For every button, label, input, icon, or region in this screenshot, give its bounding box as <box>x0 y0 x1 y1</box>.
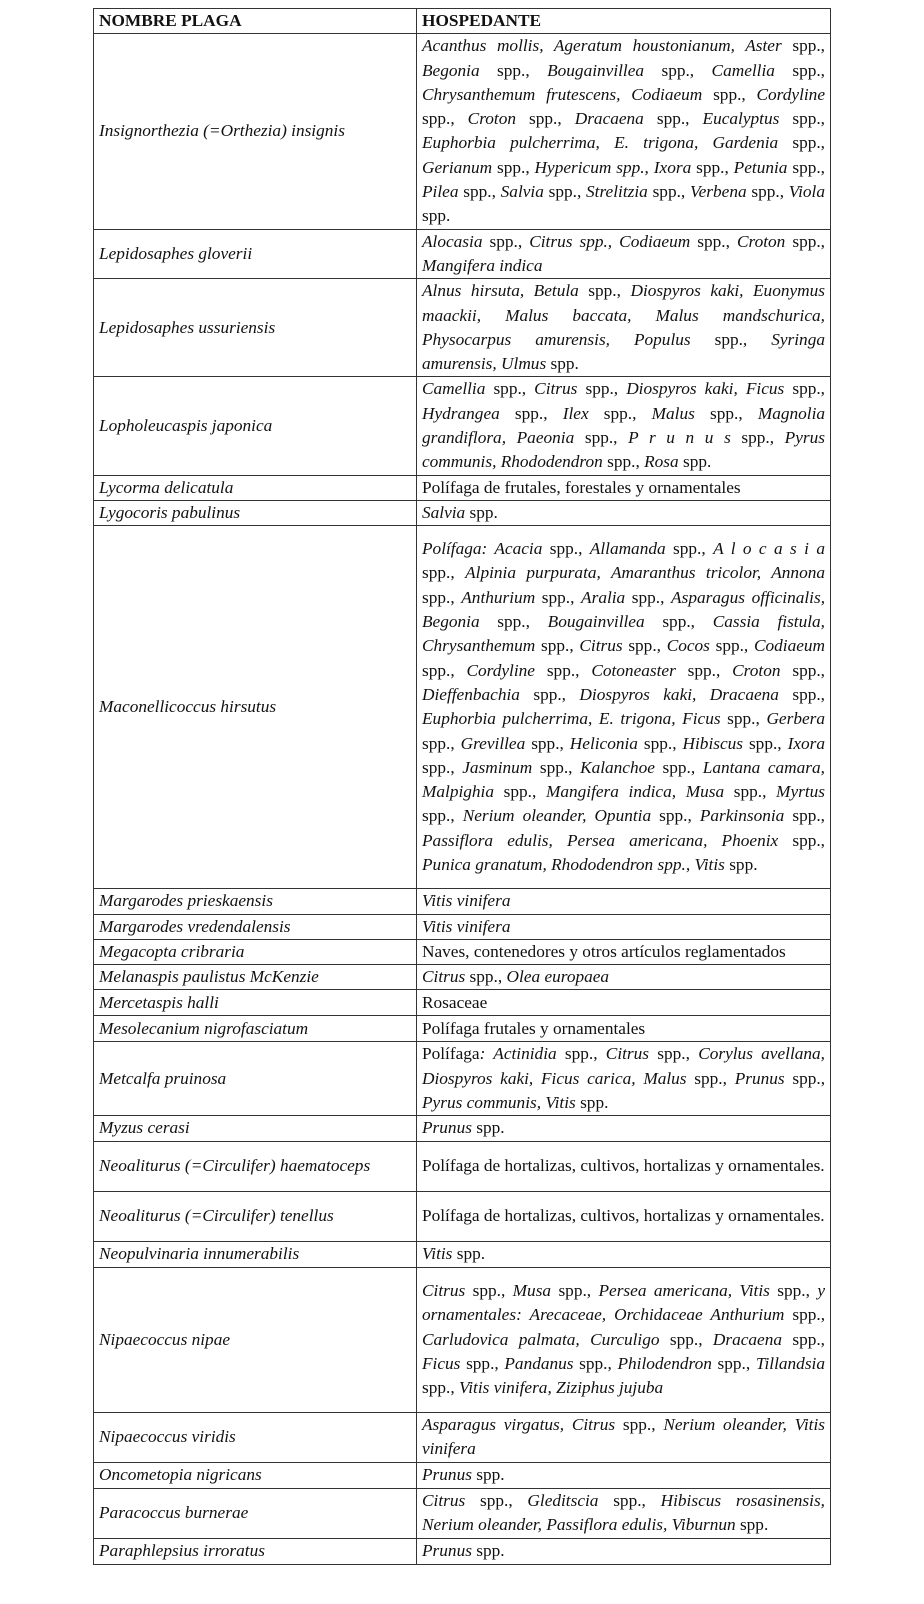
pest-name-cell: Neopulvinaria innumerabilis <box>94 1241 417 1267</box>
host-cell <box>417 1116 831 1141</box>
host-plain-text: Polífaga frutales y ornamentales <box>422 1018 646 1038</box>
host-plain-text: spp., <box>778 133 825 153</box>
host-taxon-text: Verbena <box>689 182 747 202</box>
host-cell <box>417 1042 831 1116</box>
host-taxon-text: Rosa <box>644 452 679 472</box>
host-plain-text: spp., <box>422 587 462 607</box>
pest-name-cell: Melanaspis paulistus McKenzie <box>94 965 417 990</box>
host-plain-text: spp., <box>460 1353 505 1373</box>
table-row <box>94 914 831 939</box>
host-taxon-text: Allamanda <box>589 539 666 559</box>
host-plain-text: spp., <box>711 1353 756 1373</box>
host-cell <box>417 939 831 964</box>
host-taxon-text: Myrtus <box>776 782 826 802</box>
host-plain-text: spp., <box>720 709 767 729</box>
host-taxon-text: Gerbera <box>766 709 825 729</box>
pest-name-cell: Paraphlepsius irroratus <box>94 1538 417 1564</box>
host-taxon-text: Pyrus communis, Rhododendron <box>422 428 825 472</box>
host-taxon-text: y ornamentales: Arecaceae, Orchidaceae Anthurium <box>422 1280 825 1325</box>
host-cell <box>417 377 831 475</box>
host-taxon-text: Gleditscia <box>527 1490 599 1510</box>
host-plain-text: spp., <box>602 452 645 472</box>
pest-name-cell: Mercetaspis halli <box>94 990 417 1016</box>
table-row <box>94 889 831 914</box>
host-taxon-text: Dieffenbachia <box>422 684 520 704</box>
host-plain-text: spp., <box>519 684 580 704</box>
host-taxon-text: Camellia <box>711 60 775 80</box>
host-plain-text: spp. <box>452 1244 486 1264</box>
host-cell <box>417 1191 831 1241</box>
host-plain-text: spp., <box>784 379 825 399</box>
pest-name-cell: Nipaecoccus viridis <box>94 1412 417 1462</box>
host-taxon-text: Citrus spp., Codiaeum <box>529 231 691 251</box>
host-cell <box>417 1267 831 1412</box>
host-taxon-text: Cordyline <box>756 84 825 104</box>
host-taxon-text: Viola <box>788 182 825 202</box>
host-taxon-text: Aralia <box>581 587 626 607</box>
host-plain-text: spp., <box>534 660 592 680</box>
host-plain-text: spp., <box>785 231 825 251</box>
host-taxon-text: Salvia <box>500 182 544 202</box>
host-plain-text: Rosaceae <box>422 992 488 1012</box>
host-taxon-text: Dracaena <box>712 1329 782 1349</box>
host-taxon-text: Vitis vinifera <box>422 916 511 936</box>
host-taxon-text: Pandanus <box>504 1353 574 1373</box>
host-taxon-text: Carludovica palmata, Curculigo <box>422 1329 660 1349</box>
host-plain-text: spp., <box>479 60 548 80</box>
host-taxon-text: Cotoneaster <box>591 660 676 680</box>
host-taxon-text: Persea americana, Vitis <box>598 1280 770 1300</box>
host-plain-text: spp., <box>730 428 785 448</box>
host-plain-text: spp., <box>644 612 713 632</box>
host-taxon-text: Strelitzia <box>586 182 648 202</box>
pest-name-cell: Maconellicoccus hirsutus <box>94 526 417 889</box>
host-plain-text: spp., <box>516 109 575 129</box>
pest-name-cell: Neoaliturus (=Circulifer) haematoceps <box>94 1141 417 1191</box>
host-plain-text: spp., <box>784 806 825 826</box>
host-taxon-text: Hydrangea <box>422 403 500 423</box>
host-taxon-text: Parkinsonia <box>699 806 785 826</box>
host-plain-text: spp., <box>778 830 826 850</box>
host-plain-text: spp., <box>654 757 703 777</box>
host-taxon-text: Musa <box>512 1280 552 1300</box>
host-plain-text: spp., <box>625 587 672 607</box>
host-plain-text: spp., <box>422 109 468 129</box>
table-row <box>94 1042 831 1116</box>
host-plain-text: spp., <box>525 733 570 753</box>
host-plain-text: spp., <box>479 612 548 632</box>
host-taxon-text: Pilea <box>422 182 459 202</box>
host-plain-text: spp., <box>782 1329 826 1349</box>
host-taxon-text: Malus <box>651 403 695 423</box>
host-taxon-text: Gerianum <box>422 157 493 177</box>
host-plain-text: spp., <box>780 660 825 680</box>
host-taxon-text: Citrus <box>422 1490 466 1510</box>
table-row <box>94 1016 831 1042</box>
pest-name-cell: Myzus cerasi <box>94 1116 417 1141</box>
table-row <box>94 1462 831 1488</box>
table-body <box>94 34 831 1564</box>
host-taxon-text: Prunus <box>734 1068 785 1088</box>
host-cell <box>417 279 831 377</box>
host-plain-text: spp., <box>647 182 690 202</box>
host-taxon-text: Prunus <box>422 1541 472 1561</box>
host-plain-text: spp., <box>485 379 535 399</box>
host-taxon-text: Vitis <box>422 1244 453 1264</box>
host-taxon-text: Pyrus communis, Vitis <box>422 1093 576 1113</box>
host-cell <box>417 1462 831 1488</box>
host-taxon-text: Passiflora edulis, Persea americana, Phoenix <box>422 830 779 850</box>
host-taxon-text: Mangifera indica, Musa <box>545 782 725 802</box>
table-row <box>94 1538 831 1564</box>
host-taxon-text: Corylus avellana, Diospyros kaki, Ficus carica, Malus <box>422 1044 825 1088</box>
host-plain-text: spp., <box>422 806 463 826</box>
host-plain-text: spp., <box>577 379 627 399</box>
host-plain-text: spp. <box>735 1515 769 1535</box>
host-taxon-text: Salvia <box>422 502 466 522</box>
host-plain-text: spp., <box>690 231 737 251</box>
host-plain-text: spp., <box>774 60 825 80</box>
host-taxon-text: Citrus <box>579 636 623 656</box>
table-row <box>94 377 831 475</box>
host-plain-text: spp., <box>702 84 757 104</box>
host-plain-text: spp., <box>458 182 501 202</box>
host-plain-text: spp., <box>622 636 667 656</box>
host-taxon-text: Camellia <box>422 379 486 399</box>
host-plain-text: spp., <box>422 660 467 680</box>
table-row <box>94 526 831 889</box>
host-cell <box>417 1141 831 1191</box>
host-cell <box>417 889 831 914</box>
host-taxon-text: Jasminum <box>462 757 533 777</box>
host-plain-text: spp., <box>651 806 700 826</box>
host-taxon-text: Cordyline <box>466 660 535 680</box>
table-row <box>94 1241 831 1267</box>
pest-name-cell: Nipaecoccus nipae <box>94 1267 417 1412</box>
host-cell <box>417 1412 831 1462</box>
host-taxon-text: Prunus <box>422 1118 472 1138</box>
host-plain-text: spp., <box>532 757 581 777</box>
host-cell <box>417 526 831 889</box>
pest-name-cell: Paracoccus burnerae <box>94 1488 417 1538</box>
host-plain-text: spp., <box>598 1490 661 1510</box>
host-plain-text: spp., <box>588 403 652 423</box>
host-cell <box>417 34 831 229</box>
host-taxon-text: Cassia fistula, Chrysanthemum <box>422 612 826 656</box>
host-plain-text: spp., <box>535 636 580 656</box>
pest-name-cell: Mesolecanium nigrofasciatum <box>94 1016 417 1042</box>
host-plain-text: spp., <box>535 587 582 607</box>
pest-host-table <box>93 8 831 1565</box>
host-taxon-text: Dracaena <box>574 109 644 129</box>
host-plain-text: spp., <box>551 1280 599 1300</box>
host-plain-text: spp., <box>659 1329 713 1349</box>
host-plain-text: spp., <box>422 733 461 753</box>
host-taxon-text: Euphorbia pulcherrima, E. trigona, Ficus <box>422 709 721 729</box>
host-plain-text: spp. <box>471 1465 505 1485</box>
host-taxon-text: Alnus hirsuta, Betula <box>422 281 579 301</box>
host-taxon-text: Kalanchoe <box>580 757 655 777</box>
host-plain-text: spp., <box>494 782 546 802</box>
host-taxon-text: Asparagus officinalis, Begonia <box>422 587 826 632</box>
host-plain-text: spp., <box>465 1280 513 1300</box>
host-plain-text: spp., <box>784 1305 826 1325</box>
host-taxon-text: A l o c a s i a <box>713 539 825 559</box>
host-plain-text: spp. <box>546 354 579 374</box>
host-taxon-text: Prunus <box>422 1465 472 1485</box>
host-plain-text: spp., <box>665 539 714 559</box>
host-plain-text: spp., <box>615 1414 664 1434</box>
table-row <box>94 1191 831 1241</box>
table-row <box>94 34 831 229</box>
host-taxon-text: Olea europaea <box>506 967 610 987</box>
host-plain-text: spp., <box>724 782 777 802</box>
host-plain-text: spp., <box>556 1044 606 1064</box>
host-taxon-text: Croton <box>732 660 781 680</box>
host-cell <box>417 1488 831 1538</box>
host-plain-text: spp., <box>422 563 466 583</box>
table-row <box>94 475 831 500</box>
host-taxon-text: Magnolia grandiflora, Paeonia <box>422 403 826 448</box>
host-taxon-text: Polífaga: Acacia <box>422 539 543 559</box>
host-plain-text: spp., <box>769 1280 818 1300</box>
host-taxon-text: Cocos <box>666 636 710 656</box>
host-taxon-text: Hypericum spp., Ixora <box>534 157 692 177</box>
pest-name-cell: Megacopta cribraria <box>94 939 417 964</box>
column-header-host: HOSPEDANTE <box>417 9 831 34</box>
host-plain-text: spp., <box>675 660 733 680</box>
pest-name-cell: Lygocoris pabulinus <box>94 500 417 525</box>
table-row <box>94 279 831 377</box>
host-plain-text: spp., <box>746 182 789 202</box>
pest-name-cell: Margarodes prieskaensis <box>94 889 417 914</box>
host-plain-text: spp. <box>471 1118 505 1138</box>
host-taxon-text: Bougainvillea <box>547 612 645 632</box>
host-plain-text: spp., <box>694 403 758 423</box>
host-taxon-text: Citrus <box>422 967 466 987</box>
table-row <box>94 229 831 279</box>
host-plain-text: spp., <box>422 757 463 777</box>
host-cell <box>417 475 831 500</box>
pest-name-cell: Lepidosaphes ussuriensis <box>94 279 417 377</box>
host-plain-text: spp. <box>678 452 712 472</box>
table-row <box>94 939 831 964</box>
host-taxon-text: Vitis vinifera <box>422 891 511 911</box>
host-taxon-text: Diospyros kaki, Ficus <box>626 379 785 399</box>
host-taxon-text: : Actinidia <box>479 1044 557 1064</box>
host-taxon-text: Bougainvillea <box>547 60 645 80</box>
host-plain-text: spp., <box>691 157 734 177</box>
host-cell <box>417 500 831 525</box>
host-taxon-text: Grevillea <box>460 733 526 753</box>
pest-name-cell: Metcalfa pruinosa <box>94 1042 417 1116</box>
host-taxon-text: Hibiscus rosasinensis, Nerium oleander, Passiflora edulis, Viburnun <box>422 1490 826 1535</box>
host-taxon-text: Chrysanthemum frutescens, Codiaeum <box>422 84 703 104</box>
host-plain-text: spp., <box>542 539 590 559</box>
host-cell <box>417 1016 831 1042</box>
table-row <box>94 1267 831 1412</box>
host-plain-text: spp., <box>492 157 535 177</box>
host-plain-text: Polífaga de frutales, forestales y ornamentales <box>422 477 741 497</box>
host-taxon-text: Asparagus virgatus, Citrus <box>422 1414 616 1434</box>
host-cell <box>417 965 831 990</box>
host-plain-text: spp., <box>574 428 629 448</box>
host-taxon-text: Ficus <box>422 1353 461 1373</box>
host-taxon-text: Nerium oleander, Opuntia <box>462 806 652 826</box>
host-taxon-text: Punica granatum, Rhododendron spp., Vitis <box>422 855 725 875</box>
table-row <box>94 990 831 1016</box>
host-taxon-text: Acanthus mollis, Ageratum houstonianum, Aster <box>422 36 782 56</box>
host-taxon-text: Anthurium <box>461 587 536 607</box>
host-taxon-text: Citrus <box>422 1280 466 1300</box>
host-cell <box>417 229 831 279</box>
pest-name-cell: Lepidosaphes gloverii <box>94 229 417 279</box>
host-plain-text: spp., <box>690 329 772 349</box>
host-taxon-text: Croton <box>736 231 786 251</box>
host-plain-text: spp. <box>471 1541 505 1561</box>
host-plain-text: spp. <box>465 502 498 522</box>
host-plain-text: spp. <box>724 855 758 875</box>
host-plain-text: spp., <box>637 733 683 753</box>
host-taxon-text: Diospyros kaki, Dracaena <box>579 684 779 704</box>
table-row <box>94 500 831 525</box>
host-cell <box>417 990 831 1016</box>
host-taxon-text: Vitis vinifera, Ziziphus jujuba <box>458 1378 664 1398</box>
table-row <box>94 1141 831 1191</box>
pest-name-cell: Lopholeucaspis japonica <box>94 377 417 475</box>
host-plain-text: spp., <box>781 36 825 56</box>
host-taxon-text: Citrus <box>534 379 578 399</box>
table-row <box>94 1488 831 1538</box>
host-taxon-text: Alpinia purpurata, Amaranthus tricolor, Annona <box>465 563 825 583</box>
host-cell <box>417 1241 831 1267</box>
host-plain-text: Polífaga de hortalizas, cultivos, hortalizas y ornamentales. <box>422 1206 825 1226</box>
host-plain-text: spp. <box>422 206 451 226</box>
host-taxon-text: Diospyros kaki, Euonymus maackii, Malus baccata, Malus mandschurica, Physocarpus amurensis, Populus <box>422 281 825 349</box>
host-taxon-text: Citrus <box>605 1044 650 1064</box>
host-plain-text: Polífaga <box>422 1044 480 1064</box>
host-taxon-text: Codiaeum <box>753 636 826 656</box>
host-plain-text: spp., <box>578 281 631 301</box>
host-taxon-text: Petunia <box>733 157 788 177</box>
host-taxon-text: Alocasia <box>422 231 483 251</box>
host-taxon-text: Croton <box>467 109 517 129</box>
host-taxon-text: Eucalyptus <box>702 109 780 129</box>
host-plain-text: spp., <box>743 733 788 753</box>
host-cell <box>417 914 831 939</box>
host-plain-text: spp., <box>649 1044 699 1064</box>
host-taxon-text: Hibiscus <box>682 733 743 753</box>
host-plain-text: spp., <box>422 1378 459 1398</box>
pest-name-cell: Margarodes vredendalensis <box>94 914 417 939</box>
host-plain-text: spp. <box>575 1093 609 1113</box>
host-taxon-text: Ixora <box>787 733 825 753</box>
host-plain-text: spp., <box>465 967 507 987</box>
pest-name-cell: Oncometopia nigricans <box>94 1462 417 1488</box>
host-plain-text: spp., <box>543 182 587 202</box>
host-plain-text: Naves, contenedores y otros artículos reglamentados <box>422 941 786 961</box>
host-plain-text: spp., <box>643 109 703 129</box>
host-plain-text: spp., <box>709 636 754 656</box>
host-taxon-text: Philodendron <box>617 1353 712 1373</box>
host-plain-text: spp., <box>686 1068 735 1088</box>
pest-name-cell: Neoaliturus (=Circulifer) tenellus <box>94 1191 417 1241</box>
host-plain-text: spp., <box>778 684 825 704</box>
table-row <box>94 1412 831 1462</box>
table-row <box>94 1116 831 1141</box>
host-plain-text: spp., <box>482 231 530 251</box>
host-plain-text: Polífaga de hortalizas, cultivos, hortalizas y ornamentales. <box>422 1156 825 1176</box>
host-cell <box>417 1538 831 1564</box>
host-taxon-text: Lantana camara, Malpighia <box>422 757 825 802</box>
host-plain-text: spp., <box>465 1490 528 1510</box>
host-taxon-text: Euphorbia pulcherrima, E. trigona, Gardenia <box>422 133 779 153</box>
pest-name-cell: Lycorma delicatula <box>94 475 417 500</box>
host-plain-text: spp., <box>779 109 825 129</box>
table-row <box>94 965 831 990</box>
host-taxon-text: P r u n u s <box>628 428 731 448</box>
host-taxon-text: Nerium oleander, Vitis vinifera <box>422 1414 825 1459</box>
host-taxon-text: Heliconia <box>569 733 638 753</box>
column-header-pest-name: NOMBRE PLAGA <box>94 9 417 34</box>
table-header-row <box>94 9 831 34</box>
host-plain-text: spp., <box>784 1068 826 1088</box>
pest-name-cell: Insignorthezia (=Orthezia) insignis <box>94 34 417 229</box>
host-taxon-text: Tillandsia <box>755 1353 825 1373</box>
host-plain-text: spp., <box>573 1353 618 1373</box>
host-taxon-text: Begonia <box>422 60 480 80</box>
host-taxon-text: Syringa amurensis, Ulmus <box>422 329 825 374</box>
host-plain-text: spp., <box>499 403 563 423</box>
host-taxon-text: Mangifera indica <box>422 255 543 275</box>
host-taxon-text: Ilex <box>562 403 589 423</box>
host-plain-text: spp., <box>787 157 825 177</box>
host-plain-text: spp., <box>644 60 712 80</box>
